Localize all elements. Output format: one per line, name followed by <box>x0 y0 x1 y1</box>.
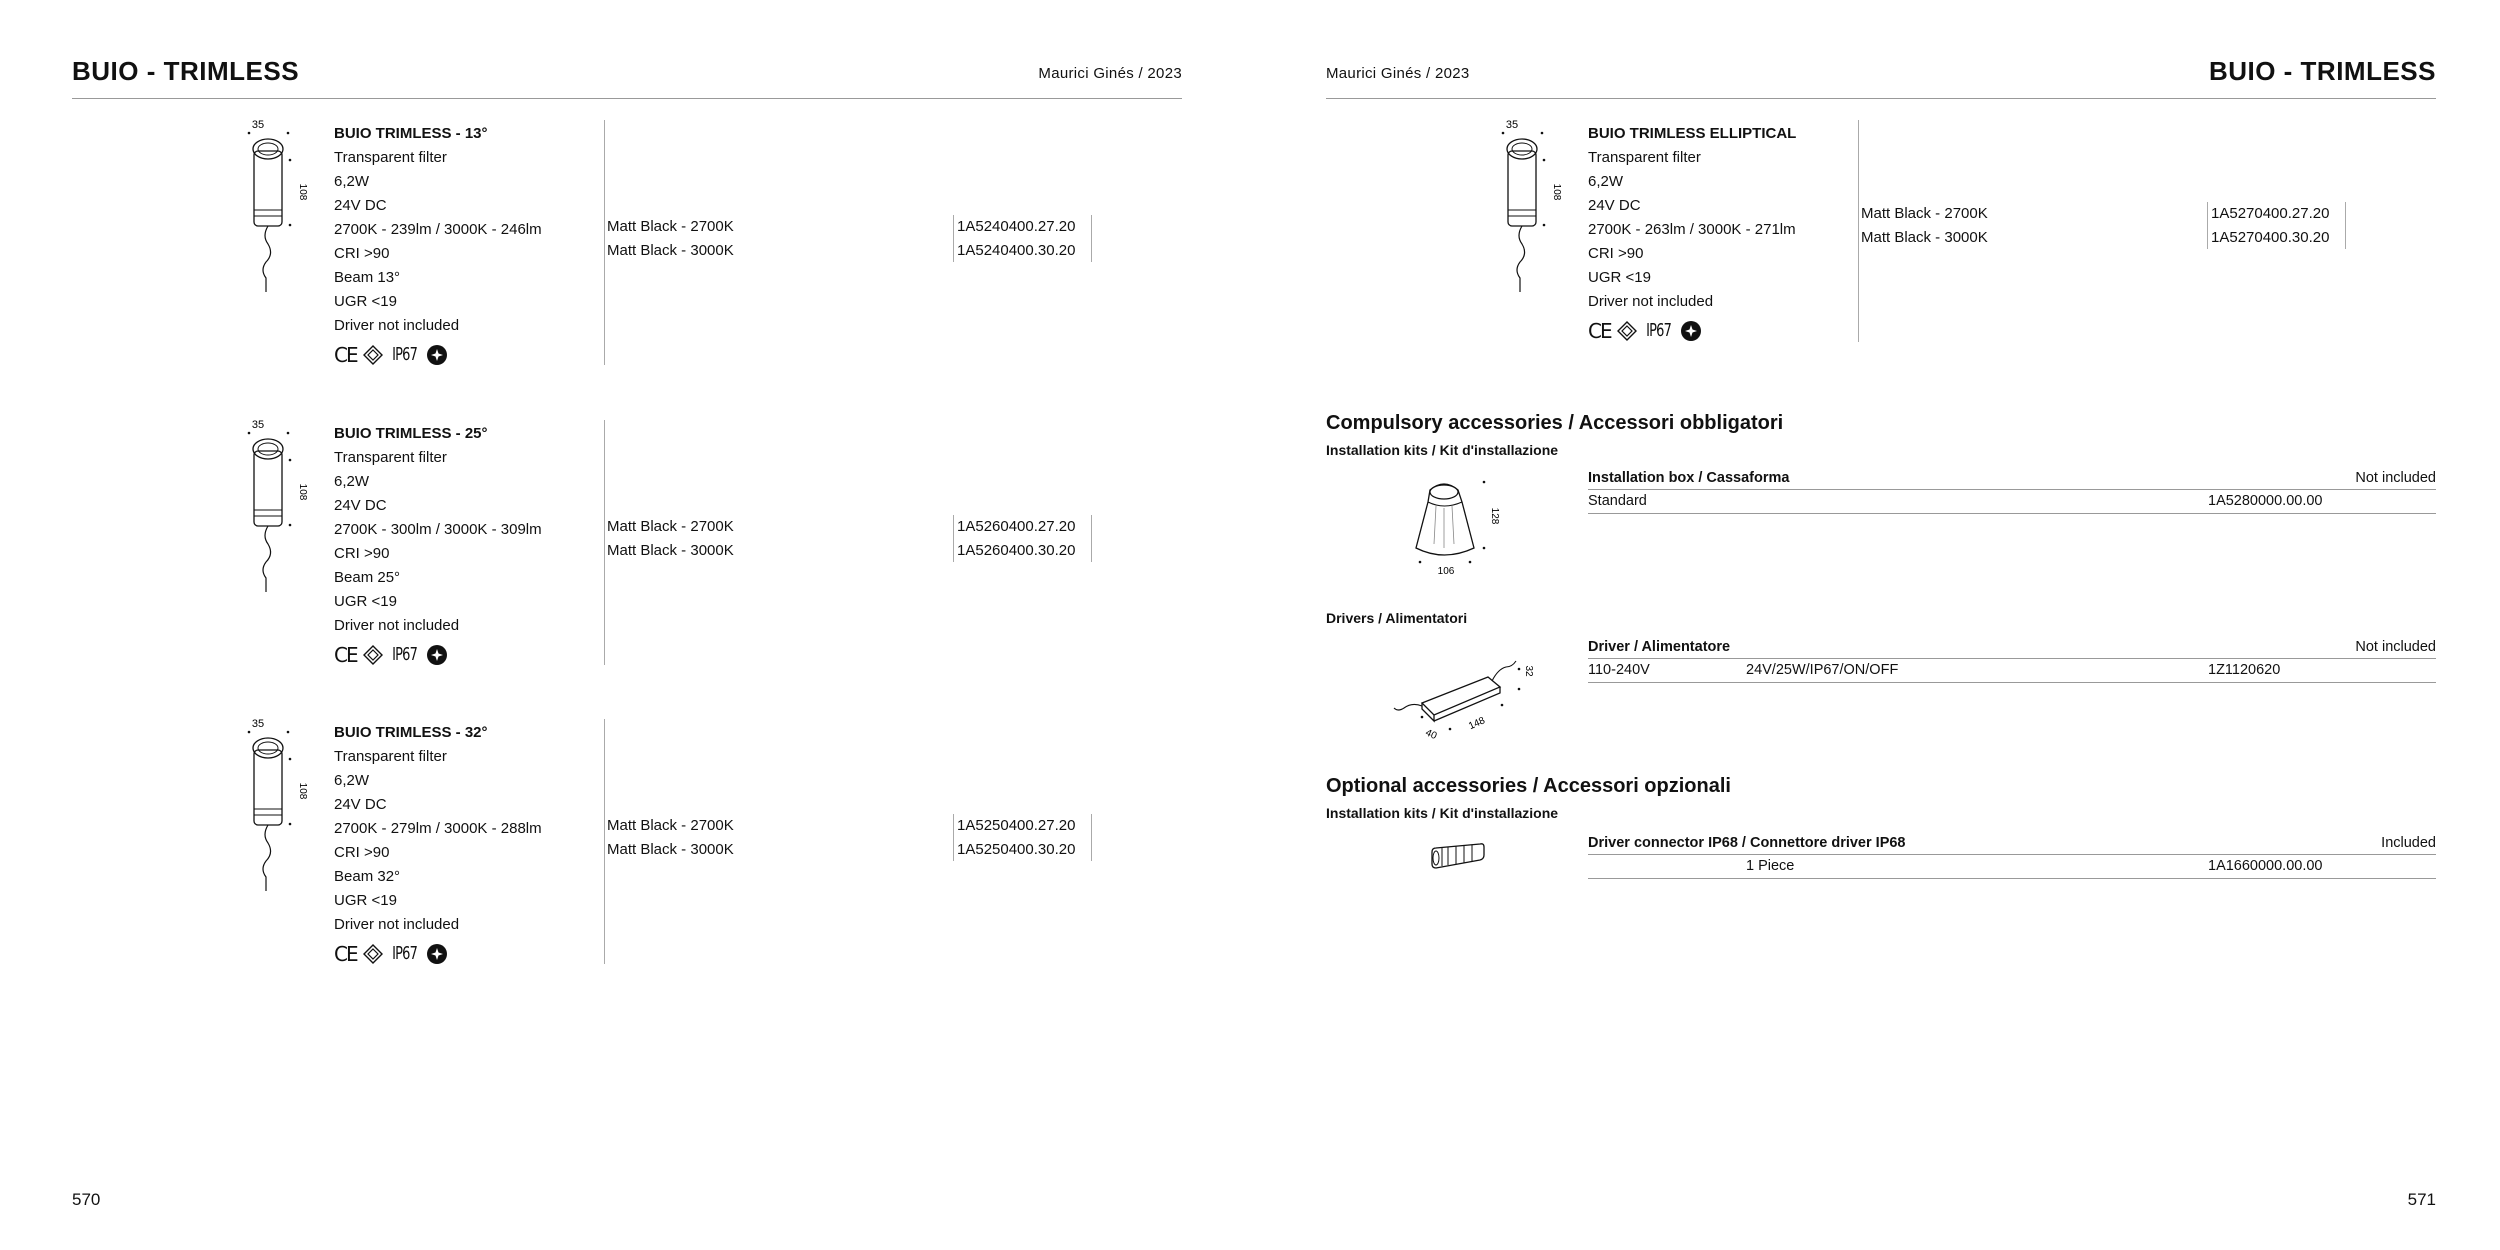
spec-line: CRI >90 <box>334 844 390 861</box>
product-name: BUIO TRIMLESS - 25° <box>334 425 488 442</box>
spec-line: Transparent filter <box>1588 149 1701 166</box>
spec-line: UGR <19 <box>1588 269 1651 286</box>
product-block-32 <box>72 719 1102 964</box>
svg-text:128: 128 <box>1489 507 1500 525</box>
compulsory-accessories-title: Compulsory accessories / Accessori obbligatori <box>1326 412 1784 434</box>
variant-finish: Matt Black - 3000K <box>607 541 734 559</box>
ce-mark-icon: CE <box>1588 319 1611 343</box>
spec-line: 6,2W <box>334 473 370 490</box>
variant-codes <box>953 814 1092 861</box>
spec-line: 24V DC <box>334 497 387 514</box>
ce-mark-icon: CE <box>334 643 357 667</box>
spec-line: Driver not included <box>1588 293 1714 310</box>
svg-text:32: 32 <box>1523 665 1534 677</box>
right-page-number: 571 <box>2407 1190 2436 1209</box>
spec-line: 6,2W <box>334 772 370 789</box>
connector-drawing-icon <box>1428 838 1488 874</box>
table-row <box>1588 855 2436 879</box>
variant-finishes <box>607 515 734 562</box>
luminaire-drawing-icon <box>172 719 312 899</box>
right-page-header <box>1326 52 2436 99</box>
variant-finishes <box>607 814 734 861</box>
column-divider <box>604 719 605 964</box>
optional-installation-kits-subtitle: Installation kits / Kit d'installazione <box>1326 805 1559 821</box>
left-page-title: BUIO - TRIMLESS <box>72 56 300 86</box>
svg-text:35: 35 <box>251 419 265 431</box>
product-name: BUIO TRIMLESS - 13° <box>334 125 488 142</box>
variant-code: 1A5270400.30.20 <box>2211 228 2330 246</box>
variant-codes <box>953 515 1092 562</box>
spec-line: CRI >90 <box>334 245 390 262</box>
ip67-icon: IP67 <box>391 943 417 964</box>
ip67-icon: IP67 <box>1645 320 1671 341</box>
left-page-author: Maurici Ginés / 2023 <box>1038 65 1182 82</box>
spec-line: 24V DC <box>334 197 387 214</box>
variant-finishes <box>607 215 734 262</box>
column-divider <box>604 420 605 665</box>
spec-line: Beam 13° <box>334 269 401 286</box>
table-header <box>1588 832 2436 855</box>
variant-code: 1A5240400.30.20 <box>957 241 1076 259</box>
spec-line: Beam 25° <box>334 569 401 586</box>
table-header-label: Installation box / Cassaforma <box>1588 470 1790 486</box>
spec-line: 6,2W <box>334 173 370 190</box>
spec-line: 24V DC <box>334 796 387 813</box>
spec-line: Driver not included <box>334 317 460 334</box>
spec-line: 6,2W <box>1588 173 1624 190</box>
table-cell: 1 Piece <box>1746 858 1795 874</box>
inclusion-status: Not included <box>2355 470 2436 486</box>
driver-drawing-icon <box>1392 643 1532 743</box>
spec-list <box>334 122 604 370</box>
installation-box-drawing-icon <box>1400 470 1510 580</box>
led-icon <box>426 344 448 366</box>
variant-finishes <box>1861 202 1988 249</box>
class-iii-icon <box>1617 321 1637 341</box>
variant-codes <box>953 215 1092 262</box>
product-block-elliptical <box>1326 120 2356 345</box>
column-divider <box>1858 120 1859 342</box>
svg-text:108: 108 <box>297 782 308 800</box>
driver-table <box>1588 636 2436 683</box>
product-name: BUIO TRIMLESS - 32° <box>334 724 488 741</box>
table-row <box>1588 490 2436 514</box>
product-name: BUIO TRIMLESS ELLIPTICAL <box>1588 125 1797 142</box>
table-cell: 1A1660000.00.00 <box>2208 858 2323 874</box>
svg-text:35: 35 <box>251 718 265 730</box>
drivers-subtitle: Drivers / Alimentatori <box>1326 610 1468 626</box>
spec-line: UGR <19 <box>334 593 397 610</box>
spec-line: 2700K - 263lm / 3000K - 271lm <box>1588 221 1796 238</box>
svg-text:148: 148 <box>1467 715 1487 733</box>
connector-table <box>1588 832 2436 879</box>
spec-line: Driver not included <box>334 916 460 933</box>
inclusion-status: Not included <box>2355 639 2436 655</box>
spec-list <box>334 721 604 969</box>
variant-finish: Matt Black - 3000K <box>607 241 734 259</box>
table-header-label: Driver connector IP68 / Connettore driver IP68 <box>1588 835 1906 851</box>
variant-code: 1A5250400.27.20 <box>957 817 1076 834</box>
certification-icons <box>334 939 604 969</box>
led-icon <box>1680 320 1702 342</box>
svg-text:108: 108 <box>297 183 308 201</box>
spec-line: CRI >90 <box>1588 245 1644 262</box>
ce-mark-icon: CE <box>334 343 357 367</box>
variant-finish: Matt Black - 2700K <box>607 817 734 834</box>
table-cell: 110-240V <box>1588 662 1650 678</box>
variant-code: 1A5270400.27.20 <box>2211 205 2330 222</box>
table-row <box>1588 659 2436 683</box>
left-page-header <box>72 52 1182 99</box>
column-divider <box>604 120 605 365</box>
class-iii-icon <box>363 944 383 964</box>
variant-code: 1A5250400.30.20 <box>957 840 1076 858</box>
spec-line: 24V DC <box>1588 197 1641 214</box>
variant-code: 1A5260400.27.20 <box>957 518 1076 535</box>
table-header-label: Driver / Alimentatore <box>1588 639 1731 655</box>
spec-line: Beam 32° <box>334 868 401 885</box>
spec-line: Transparent filter <box>334 748 447 765</box>
spec-line: UGR <19 <box>334 293 397 310</box>
spec-line: Transparent filter <box>334 449 447 466</box>
optional-accessories-title: Optional accessories / Accessori opzionali <box>1326 775 1731 797</box>
svg-text:40: 40 <box>1423 727 1439 743</box>
svg-text:106: 106 <box>1437 566 1455 577</box>
right-page-author: Maurici Ginés / 2023 <box>1326 65 1470 82</box>
variant-finish: Matt Black - 3000K <box>1861 228 1988 246</box>
svg-text:35: 35 <box>251 119 265 131</box>
table-header <box>1588 467 2436 490</box>
table-cell: 1Z1120620 <box>2208 662 2281 678</box>
luminaire-drawing-icon <box>172 120 312 300</box>
product-block-25 <box>72 420 1102 665</box>
table-cell: 1A5280000.00.00 <box>2208 493 2323 509</box>
ce-mark-icon: CE <box>334 942 357 966</box>
luminaire-drawing-icon <box>172 420 312 600</box>
table-cell: Standard <box>1588 493 1647 509</box>
variant-codes <box>2207 202 2346 249</box>
table-header <box>1588 636 2436 659</box>
installation-box-table <box>1588 467 2436 514</box>
led-icon <box>426 644 448 666</box>
luminaire-drawing-icon <box>1426 120 1566 300</box>
left-page-number: 570 <box>72 1190 101 1209</box>
svg-text:108: 108 <box>1551 183 1562 201</box>
variant-code: 1A5260400.30.20 <box>957 541 1076 559</box>
installation-kits-subtitle: Installation kits / Kit d'installazione <box>1326 442 1559 458</box>
certification-icons <box>334 340 604 370</box>
spec-line: 2700K - 239lm / 3000K - 246lm <box>334 221 542 238</box>
spec-line: 2700K - 279lm / 3000K - 288lm <box>334 820 542 837</box>
variant-finish: Matt Black - 2700K <box>607 518 734 535</box>
ip67-icon: IP67 <box>391 644 417 665</box>
variant-code: 1A5240400.27.20 <box>957 218 1076 235</box>
right-page-title: BUIO - TRIMLESS <box>2208 56 2436 86</box>
product-block-13 <box>72 120 1102 365</box>
spec-line: Driver not included <box>334 617 460 634</box>
variant-finish: Matt Black - 2700K <box>1861 205 1988 222</box>
spec-line: UGR <19 <box>334 892 397 909</box>
class-iii-icon <box>363 345 383 365</box>
variant-finish: Matt Black - 3000K <box>607 840 734 858</box>
table-cell: 24V/25W/IP67/ON/OFF <box>1746 662 1899 678</box>
inclusion-status: Included <box>2381 835 2436 851</box>
spec-line: CRI >90 <box>334 545 390 562</box>
variant-finish: Matt Black - 2700K <box>607 218 734 235</box>
ip67-icon: IP67 <box>391 344 417 365</box>
spec-list <box>334 422 604 670</box>
svg-text:108: 108 <box>297 483 308 501</box>
svg-text:35: 35 <box>1505 119 1519 131</box>
spec-line: Transparent filter <box>334 149 447 166</box>
certification-icons <box>1588 316 1858 346</box>
spec-line: 2700K - 300lm / 3000K - 309lm <box>334 521 542 538</box>
spec-list <box>1588 122 1858 346</box>
led-icon <box>426 943 448 965</box>
class-iii-icon <box>363 645 383 665</box>
certification-icons <box>334 640 604 670</box>
